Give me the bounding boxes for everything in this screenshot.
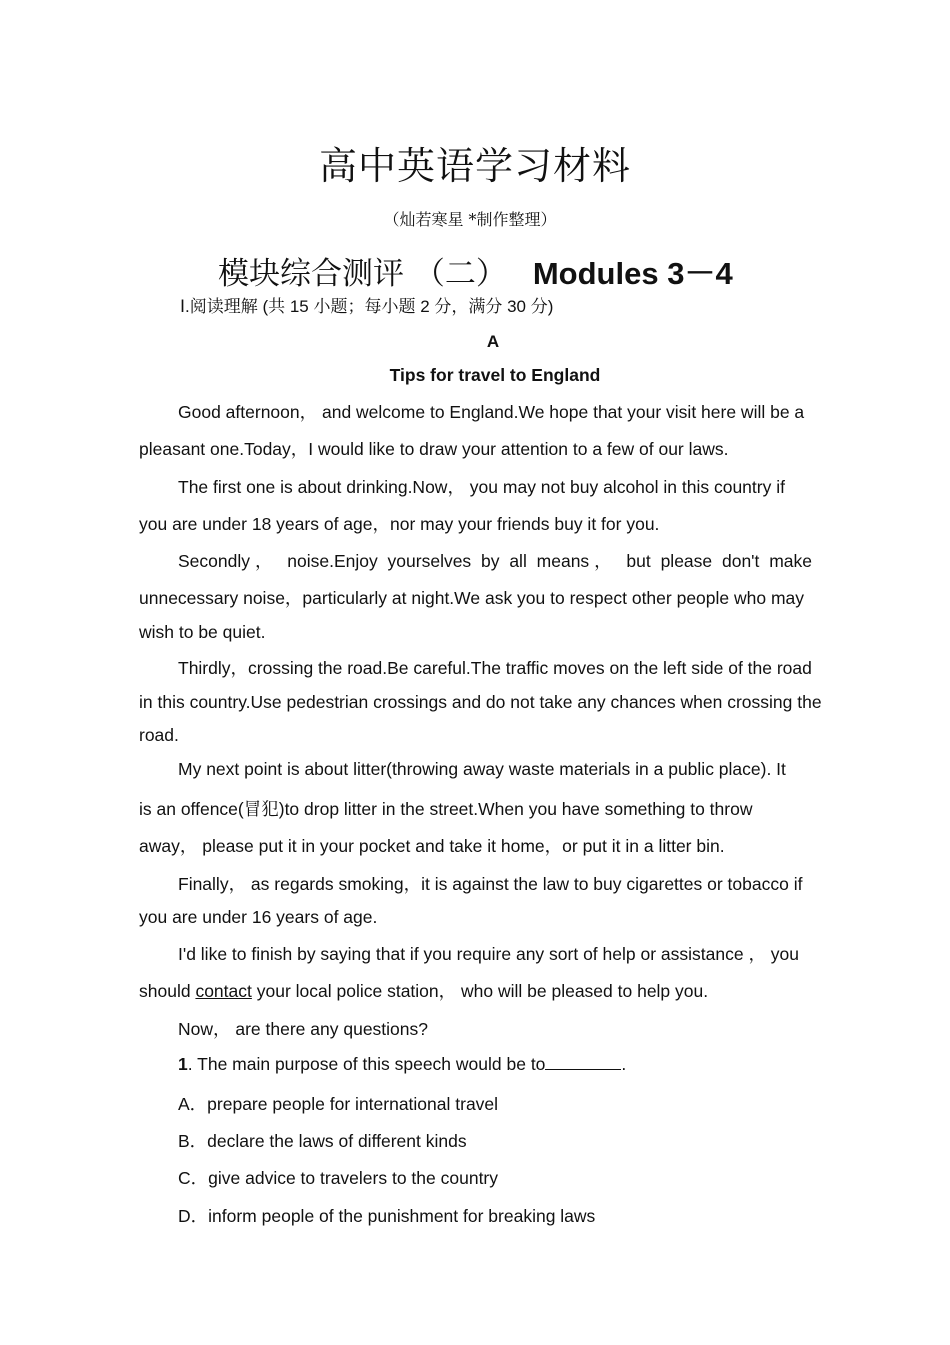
option-c[interactable]: C．give advice to travelers to the country xyxy=(178,1168,499,1188)
passage-line: Thirdly，crossing the road.Be careful.The traffic moves on the left side of the road xyxy=(178,658,812,678)
passage-line: in this country.Use pedestrian crossings and do not take any chances when crossing the xyxy=(139,692,822,712)
section-heading: Ⅰ.阅读理解 (共 15 小题；每小题 2 分，满分 30 分) xyxy=(180,297,554,316)
subtitle: （灿若寒星 *制作整理） xyxy=(383,210,557,229)
passage-line: My next point is about litter(throwing away waste materials in a public place). It xyxy=(178,759,786,779)
passage-line: road. xyxy=(139,725,179,745)
passage-line: Good afternoon， and welcome to England.We hope that your visit here will be a xyxy=(178,402,805,422)
passage-line: you are under 16 years of age. xyxy=(139,907,378,927)
passage-line: Now， are there any questions? xyxy=(178,1019,428,1039)
underlined-word: contact xyxy=(195,981,252,1001)
passage-line: Secondly， noise.Enjoy yourselves by all means， but please don't make xyxy=(178,551,812,571)
text-fragment: should xyxy=(139,981,196,1001)
option-a[interactable]: A．prepare people for international travel xyxy=(178,1094,499,1114)
passage-line: away， please put it in your pocket and take it home，or put it in a litter bin. xyxy=(139,836,725,856)
passage-letter: A xyxy=(486,332,500,351)
question-text: . The main purpose of this speech would be to xyxy=(187,1054,546,1074)
passage-line: pleasant one.Today，I would like to draw your attention to a few of our laws. xyxy=(139,439,729,459)
text-fragment: your local police station， who will be pleased to help you. xyxy=(251,981,709,1001)
option-d[interactable]: D．inform people of the punishment for breaking laws xyxy=(178,1206,596,1226)
passage-line: Finally， as regards smoking，it is against the law to buy cigarettes or tobacco if xyxy=(178,874,803,894)
passage-line: unnecessary noise，particularly at night.We ask you to respect other people who may xyxy=(139,588,805,608)
test-title xyxy=(218,248,733,293)
passage-title: Tips for travel to England xyxy=(389,365,601,385)
main-title: 高中英语学习材料 xyxy=(318,144,631,188)
passage-line: The first one is about drinking.Now， you may not buy alcohol in this country if xyxy=(178,477,785,497)
question-stem xyxy=(178,1054,626,1075)
option-b[interactable]: B．declare the laws of different kinds xyxy=(178,1131,467,1151)
answer-blank[interactable] xyxy=(545,1055,621,1070)
test-title-cn: 模块综合测评 （二） xyxy=(218,256,507,292)
passage-line: I'd like to finish by saying that if you require any sort of help or assistance ， you xyxy=(178,944,800,964)
passage-line: wish to be quiet. xyxy=(139,622,266,642)
question-text-end: . xyxy=(621,1054,627,1074)
test-title-modules: Modules 3－4 xyxy=(532,256,733,291)
passage-line: is an offence(冒犯)to drop litter in the street.When you have something to throw xyxy=(139,799,753,819)
question-number: 1 xyxy=(178,1054,188,1074)
passage-line: you are under 18 years of age，nor may your friends buy it for you. xyxy=(139,514,660,534)
passage-line xyxy=(139,978,708,1003)
